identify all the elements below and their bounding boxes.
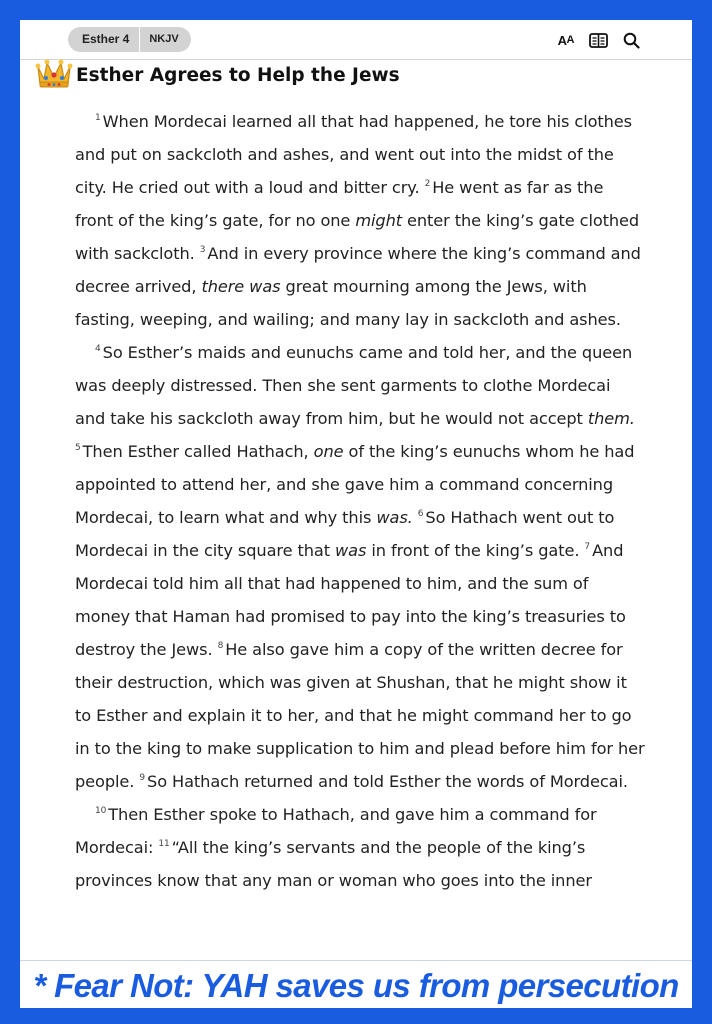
divider xyxy=(20,960,692,961)
verse-text: And in every province where the king’s command and decree arrived, xyxy=(75,244,641,296)
verse-text xyxy=(413,508,418,527)
verse-text: great mourning among the Jews, with fasting, weeping, and wailing; and many lay in sackcloth and ashes. xyxy=(75,277,621,329)
verse-number: 11 xyxy=(158,839,170,849)
verse-text: So Esther’s maids and eunuchs came and told her, and the queen was deeply distressed. Then she sent garments to clothe Mordecai and take his sackcloth away from him, but he would not accept xyxy=(75,343,633,428)
verse-number: 6 xyxy=(417,509,424,519)
verse-number: 4 xyxy=(95,344,101,354)
passage-paragraph xyxy=(75,798,645,897)
italic-text: them. xyxy=(587,409,635,428)
verse-text: So Hathach returned and told Esther the words of Mordecai. xyxy=(147,772,628,791)
verse-text: “All the king’s servants and the people of the king’s provinces know that any man or woman who goes into the inner xyxy=(75,838,592,890)
verse-number: 9 xyxy=(139,773,146,783)
search-icon[interactable] xyxy=(623,29,640,51)
italic-text: was xyxy=(335,541,367,560)
italic-text: was. xyxy=(376,508,413,527)
toolbar xyxy=(558,29,640,51)
verse-text: Then Esther spoke to Hathach, and gave him a command for Mordecai: xyxy=(75,805,597,857)
banner-caption: * Fear Not: YAH saves us from persecution xyxy=(33,967,679,1004)
chapter-version-selector xyxy=(68,27,191,52)
crown-icon xyxy=(34,55,74,91)
version-button[interactable]: NKJV xyxy=(149,33,179,45)
italic-text: one xyxy=(313,442,344,461)
verse-number: 3 xyxy=(199,245,206,255)
section-heading-row xyxy=(34,55,400,91)
verse-text: He also gave him a copy of the written decree for their destruction, which was given at Shushan, that he might show it to Esther and explain it to her, and that he might command her to go in to the king to make supplication to him and plead before him for her people. xyxy=(75,640,645,791)
top-bar xyxy=(20,20,692,60)
verse-number: 1 xyxy=(95,113,101,123)
passage-paragraph xyxy=(75,336,645,798)
verse-number: 5 xyxy=(75,443,81,453)
italic-text: might xyxy=(355,211,402,230)
verse-text: So Hathach went out to Mordecai in the city square that xyxy=(75,508,615,560)
verse-text: He went as far as the front of the king’s gate, for no one xyxy=(75,178,604,230)
passage-paragraph xyxy=(75,105,645,336)
verse-text: Then Esther called Hathach, xyxy=(82,442,314,461)
verse-text: And Mordecai told him all that had happened to him, and the sum of money that Haman had promised to pay into the king’s treasuries to destroy the Jews. xyxy=(75,541,626,659)
verse-number: 10 xyxy=(95,806,107,816)
reader-icon[interactable] xyxy=(589,29,608,51)
verse-text: in front of the king’s gate. xyxy=(366,541,585,560)
verse-number: 2 xyxy=(424,179,431,189)
verse-text: of the king’s eunuchs whom he had appointed to attend her, and she gave him a command concerning Mordecai, to learn what and why this xyxy=(75,442,635,527)
verse-number: 8 xyxy=(217,641,224,651)
reader-screen xyxy=(20,20,692,1008)
italic-text: there was xyxy=(201,277,281,296)
verse-text: When Mordecai learned all that had happened, he tore his clothes and put on sackcloth and ashes, and went out into the midst of the city. He cried out with a loud and bitter cry. xyxy=(75,112,633,197)
verse-number: 7 xyxy=(584,542,591,552)
scripture-passage xyxy=(75,105,645,897)
verse-text: enter the king’s gate clothed with sackcloth. xyxy=(75,211,640,263)
text-size-icon[interactable]: A A xyxy=(557,32,574,48)
section-title: Esther Agrees to Help the Jews xyxy=(76,64,400,86)
book-chapter-button[interactable]: Esther 4 xyxy=(68,27,140,52)
